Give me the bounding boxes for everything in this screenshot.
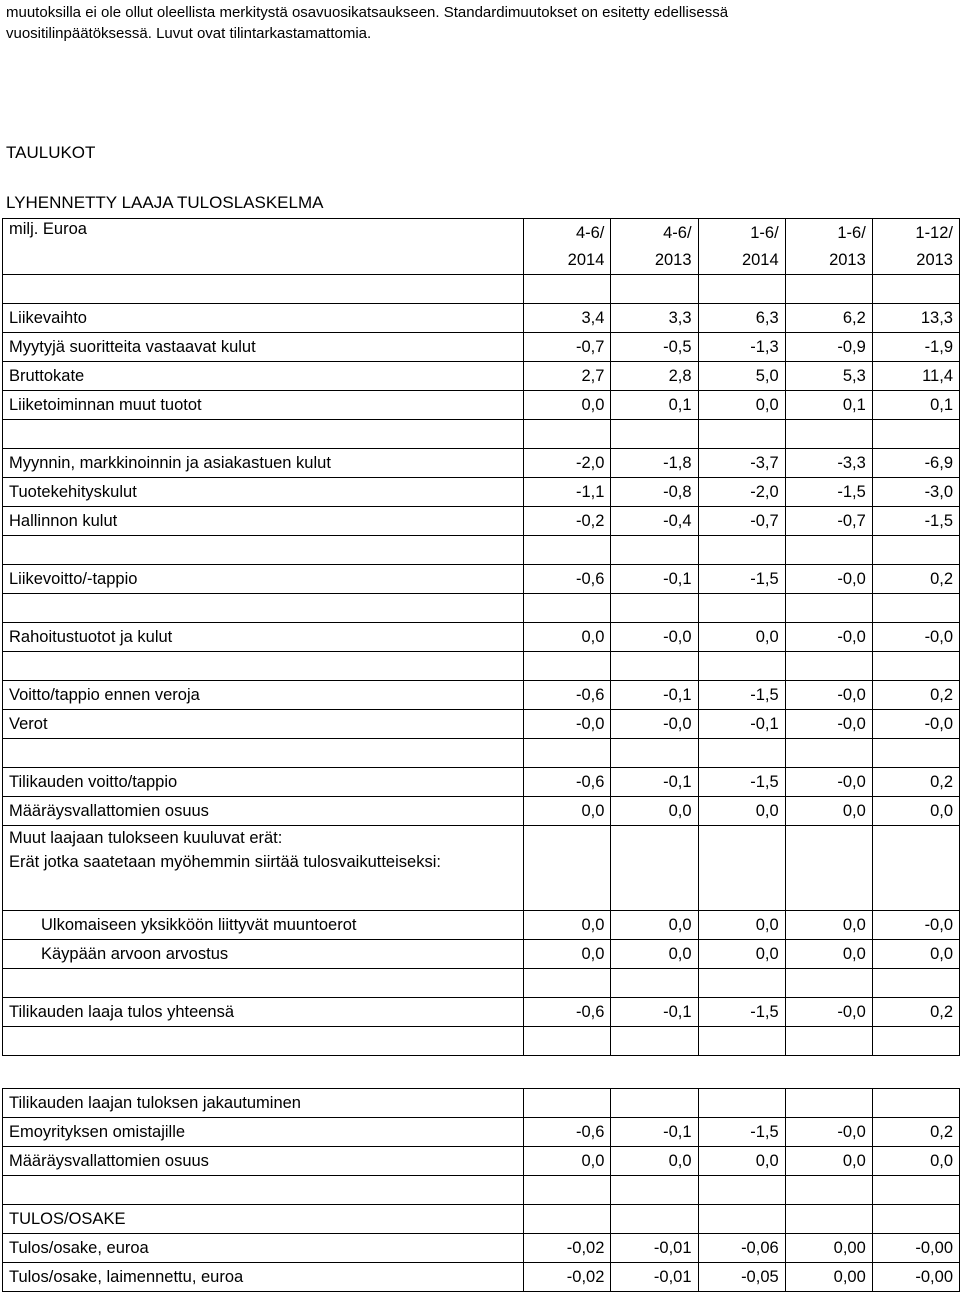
row-value: -3,7 (698, 449, 785, 478)
row-value: 0,0 (524, 391, 611, 420)
row-value (524, 1205, 611, 1234)
row-value: 0,1 (611, 391, 698, 420)
row-value (785, 826, 872, 911)
column-header: 1-6/ 2014 (698, 219, 785, 275)
row-value: -0,0 (872, 710, 959, 739)
row-value: 0,0 (698, 940, 785, 969)
row-value: -1,5 (785, 478, 872, 507)
income-statement-table (2, 218, 960, 1292)
table-row (3, 1118, 960, 1147)
column-header: 4-6/ 2014 (524, 219, 611, 275)
row-value: -6,9 (872, 449, 959, 478)
row-value: 0,1 (872, 391, 959, 420)
table-row (3, 998, 960, 1027)
table-row (3, 710, 960, 739)
row-value: 0,2 (872, 998, 959, 1027)
row-value: -0,5 (611, 333, 698, 362)
column-header: 1-6/ 2013 (785, 219, 872, 275)
row-value: 0,0 (698, 623, 785, 652)
row-value (524, 1089, 611, 1118)
table-row (3, 911, 960, 940)
row-value: -0,7 (524, 333, 611, 362)
spacer-row (3, 420, 960, 449)
row-value (611, 1205, 698, 1234)
table-row (3, 565, 960, 594)
row-value: 2,8 (611, 362, 698, 391)
row-label: Tilikauden voitto/tappio (3, 768, 524, 797)
column-header: 4-6/ 2013 (611, 219, 698, 275)
spacer-row (3, 652, 960, 681)
row-label: Bruttokate (3, 362, 524, 391)
row-value: 0,1 (785, 391, 872, 420)
row-label: Tilikauden laajan tuloksen jakautuminen (3, 1089, 524, 1118)
row-value: 0,0 (785, 1147, 872, 1176)
row-value: -0,05 (698, 1263, 785, 1292)
row-value: -0,2 (524, 507, 611, 536)
row-value: -0,1 (611, 998, 698, 1027)
row-value: -3,3 (785, 449, 872, 478)
row-value: 0,0 (872, 797, 959, 826)
row-value: -0,0 (785, 565, 872, 594)
row-value: -0,0 (785, 710, 872, 739)
row-value: -0,0 (785, 1118, 872, 1147)
intro-text (6, 2, 946, 44)
row-value: -0,6 (524, 1118, 611, 1147)
row-value: -1,1 (524, 478, 611, 507)
row-value (698, 1089, 785, 1118)
row-value: -0,0 (524, 710, 611, 739)
column-header: 1-12/ 2013 (872, 219, 959, 275)
row-value: -0,6 (524, 681, 611, 710)
row-value: 0,0 (872, 940, 959, 969)
row-value: -2,0 (524, 449, 611, 478)
row-value (785, 1089, 872, 1118)
section-heading: TAULUKOT (6, 143, 96, 162)
row-label: Hallinnon kulut (3, 507, 524, 536)
table-row (3, 391, 960, 420)
row-value: -0,4 (611, 507, 698, 536)
row-value: -0,06 (698, 1234, 785, 1263)
row-value: 0,0 (872, 1147, 959, 1176)
row-value: -0,01 (611, 1234, 698, 1263)
table-row (3, 362, 960, 391)
row-value: -0,9 (785, 333, 872, 362)
row-label: TULOS/OSAKE (3, 1205, 524, 1234)
row-label: Tilikauden laaja tulos yhteensä (3, 998, 524, 1027)
row-value (872, 1089, 959, 1118)
row-value: -0,0 (785, 768, 872, 797)
table-row (3, 940, 960, 969)
spacer-row (3, 536, 960, 565)
row-value: -0,0 (785, 998, 872, 1027)
row-value: 3,4 (524, 304, 611, 333)
table-row (3, 333, 960, 362)
table-row (3, 1263, 960, 1292)
row-value: -1,5 (698, 1118, 785, 1147)
row-value: -0,7 (785, 507, 872, 536)
row-value: -0,02 (524, 1263, 611, 1292)
table-row (3, 797, 960, 826)
row-value: -0,8 (611, 478, 698, 507)
row-value: -0,1 (611, 1118, 698, 1147)
row-label: Tulos/osake, laimennettu, euroa (3, 1263, 524, 1292)
row-value: -0,7 (698, 507, 785, 536)
row-value: 0,0 (524, 911, 611, 940)
row-value: 0,0 (524, 623, 611, 652)
row-label: Verot (3, 710, 524, 739)
row-value (611, 826, 698, 911)
table-row (3, 478, 960, 507)
table-row (3, 1089, 960, 1118)
row-value: -0,0 (611, 623, 698, 652)
row-value: -1,5 (698, 681, 785, 710)
row-value: 0,0 (524, 1147, 611, 1176)
row-label: Emoyrityksen omistajille (3, 1118, 524, 1147)
row-value: 0,0 (524, 797, 611, 826)
unit-label: milj. Euroa (3, 219, 524, 275)
row-value: -0,02 (524, 1234, 611, 1263)
intro-line-1: muutoksilla ei ole ollut oleellista merkitystä osavuosikatsaukseen. Standardimuutokset on esitetty edellisessä (6, 4, 729, 21)
row-value: -0,0 (872, 623, 959, 652)
row-value: 5,3 (785, 362, 872, 391)
row-value: -0,6 (524, 565, 611, 594)
row-value: 0,2 (872, 565, 959, 594)
row-value: -1,5 (698, 998, 785, 1027)
row-value: -0,0 (785, 681, 872, 710)
row-label: Liiketoiminnan muut tuotot (3, 391, 524, 420)
row-label: Määräysvallattomien osuus (3, 797, 524, 826)
row-label: Liikevoitto/-tappio (3, 565, 524, 594)
row-value (524, 826, 611, 911)
row-value: 0,0 (785, 940, 872, 969)
row-value: 3,3 (611, 304, 698, 333)
spacer-row (3, 275, 960, 304)
row-value: 0,2 (872, 768, 959, 797)
row-value (611, 1089, 698, 1118)
row-label: Myynnin, markkinoinnin ja asiakastuen kulut (3, 449, 524, 478)
row-value (872, 826, 959, 911)
row-label: Määräysvallattomien osuus (3, 1147, 524, 1176)
row-value: 0,2 (872, 681, 959, 710)
table-row (3, 768, 960, 797)
row-value (698, 826, 785, 911)
table-row (3, 449, 960, 478)
row-value: 0,0 (785, 911, 872, 940)
row-label: Tulos/osake, euroa (3, 1234, 524, 1263)
intro-line-2: vuositilinpäätöksessä. Luvut ovat tilintarkastamattomia. (6, 25, 372, 42)
table-row (3, 1205, 960, 1234)
row-value: -1,3 (698, 333, 785, 362)
row-label: Ulkomaiseen yksikköön liittyvät muuntoerot (3, 911, 524, 940)
row-value: -0,1 (698, 710, 785, 739)
row-value: -0,6 (524, 998, 611, 1027)
row-value: 0,0 (611, 940, 698, 969)
row-value: -1,5 (872, 507, 959, 536)
row-value (785, 1205, 872, 1234)
spacer-row (3, 969, 960, 998)
spacer-row (3, 739, 960, 768)
row-value: 0,0 (698, 1147, 785, 1176)
row-value: -3,0 (872, 478, 959, 507)
row-value: -1,8 (611, 449, 698, 478)
row-label: Liikevaihto (3, 304, 524, 333)
row-value: -0,0 (872, 911, 959, 940)
row-value: 0,0 (785, 797, 872, 826)
row-value: 5,0 (698, 362, 785, 391)
spacer-row (3, 594, 960, 623)
row-value: 6,3 (698, 304, 785, 333)
table-row (3, 1234, 960, 1263)
table-title: LYHENNETTY LAAJA TULOSLASKELMA (6, 193, 324, 212)
row-value: -0,1 (611, 565, 698, 594)
table-gap (3, 1056, 960, 1089)
table-row (3, 681, 960, 710)
row-value: -0,00 (872, 1263, 959, 1292)
row-label: Tuotekehityskulut (3, 478, 524, 507)
row-label: Muut laajaan tulokseen kuuluvat erät: Erät jotka saatetaan myöhemmin siirtää tulosvaikutteiseksi: (3, 826, 524, 911)
row-label: Rahoitustuotot ja kulut (3, 623, 524, 652)
row-value: 0,0 (611, 797, 698, 826)
row-label: Voitto/tappio ennen veroja (3, 681, 524, 710)
row-value: 13,3 (872, 304, 959, 333)
row-value: 0,0 (698, 797, 785, 826)
row-value: 2,7 (524, 362, 611, 391)
row-value: 0,00 (785, 1234, 872, 1263)
row-value: -1,5 (698, 565, 785, 594)
row-value (698, 1205, 785, 1234)
row-label: Myytyjä suoritteita vastaavat kulut (3, 333, 524, 362)
row-value: -1,5 (698, 768, 785, 797)
row-value: -0,01 (611, 1263, 698, 1292)
table-row (3, 623, 960, 652)
row-value: 0,0 (611, 911, 698, 940)
row-value: 0,00 (785, 1263, 872, 1292)
row-value: 11,4 (872, 362, 959, 391)
row-value (872, 1205, 959, 1234)
table-row (3, 304, 960, 333)
row-value: -0,6 (524, 768, 611, 797)
row-value: 0,0 (524, 940, 611, 969)
row-value: -0,0 (785, 623, 872, 652)
row-value: 0,0 (698, 911, 785, 940)
table-header-row (3, 219, 960, 275)
row-value: -1,9 (872, 333, 959, 362)
row-value: -0,0 (611, 710, 698, 739)
table-row (3, 1147, 960, 1176)
row-value: -2,0 (698, 478, 785, 507)
row-label: Käypään arvoon arvostus (3, 940, 524, 969)
spacer-row (3, 1176, 960, 1205)
table-row (3, 826, 960, 911)
row-value: -0,00 (872, 1234, 959, 1263)
row-value: -0,1 (611, 681, 698, 710)
spacer-row (3, 1027, 960, 1056)
row-value: 0,2 (872, 1118, 959, 1147)
row-value: -0,1 (611, 768, 698, 797)
table-row (3, 507, 960, 536)
row-value: 0,0 (611, 1147, 698, 1176)
row-value: 0,0 (698, 391, 785, 420)
row-value: 6,2 (785, 304, 872, 333)
